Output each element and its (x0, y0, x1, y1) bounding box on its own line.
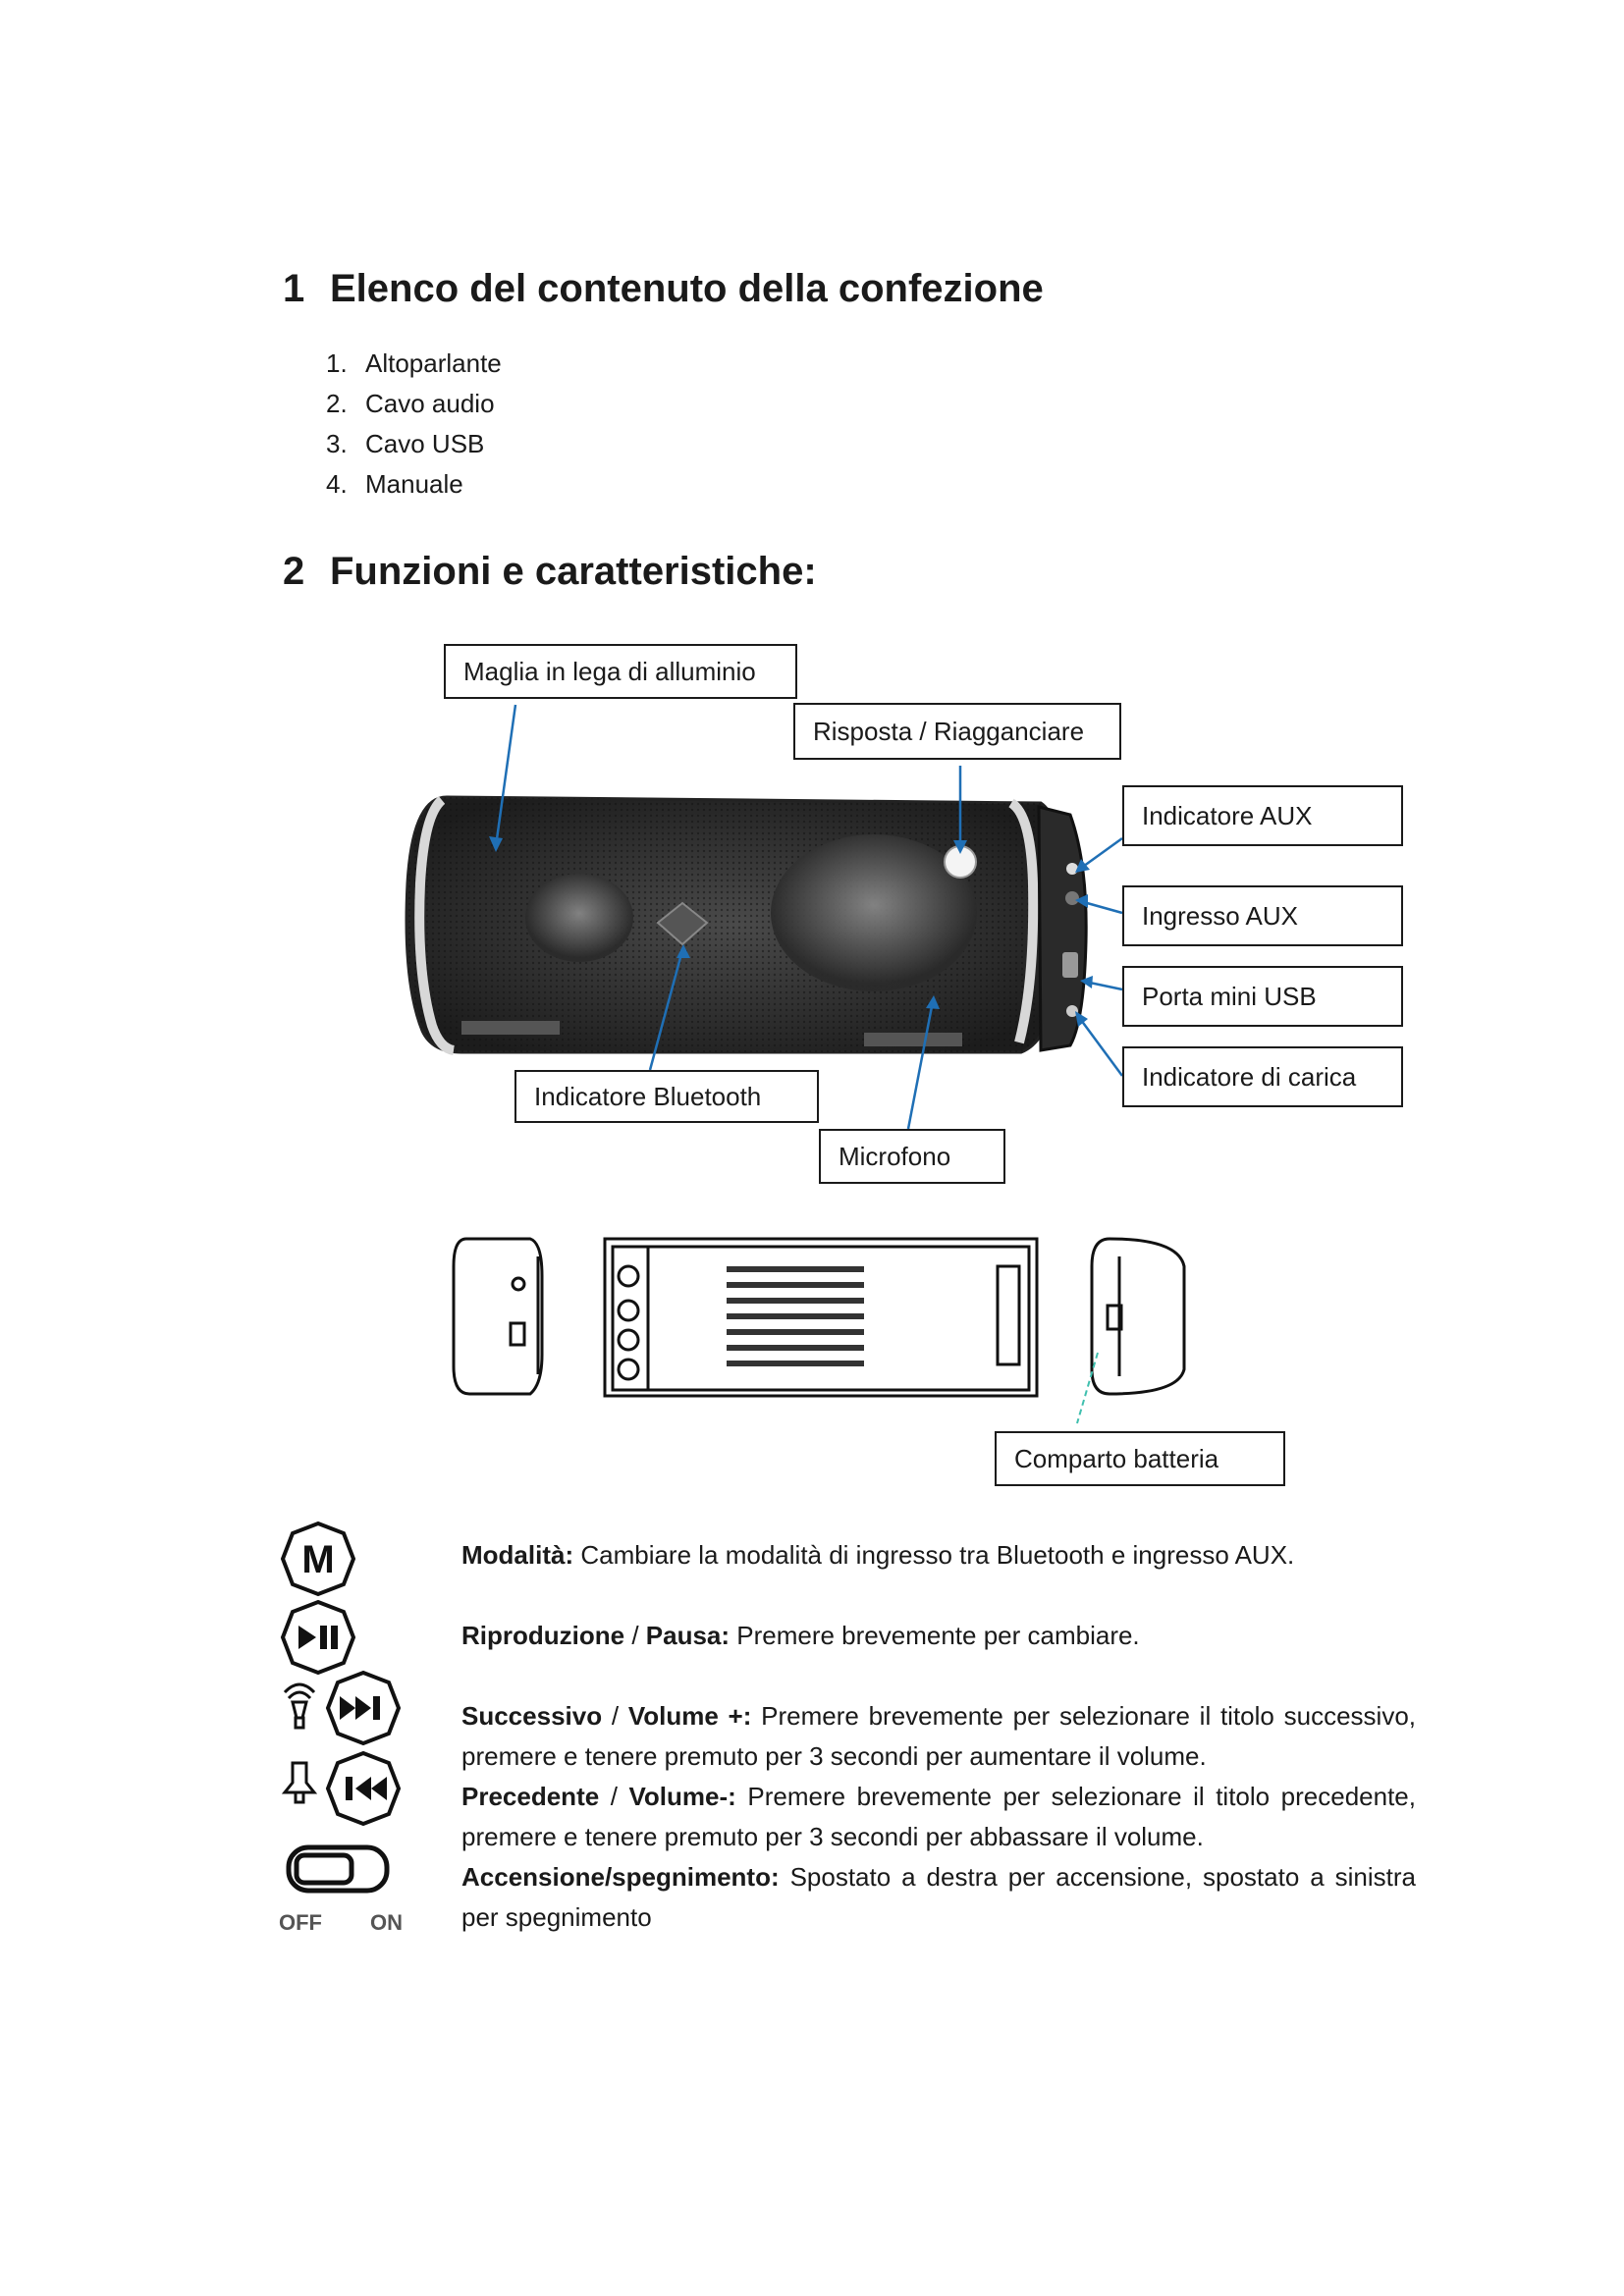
speaker-grill-pattern (727, 1266, 864, 1366)
list-item: 4. Manuale (326, 469, 463, 499)
previous-track-icon (324, 1749, 403, 1828)
list-item: 3. Cavo USB (326, 429, 485, 458)
control-text: Spostato a destra per accensione, spostato a sinistra per spegnimento (461, 1862, 1416, 1932)
control-term: Successivo (461, 1701, 603, 1731)
control-text: Premere brevemente per cambiare. (730, 1621, 1140, 1650)
section-2-number: 2 (283, 550, 305, 593)
control-term: Volume +: (627, 1701, 752, 1731)
control-power-description (461, 1857, 1416, 1938)
control-term: Accensione/spegnimento: (461, 1862, 780, 1892)
next-track-icon (324, 1669, 403, 1747)
speaker-body (406, 797, 1086, 1052)
control-term: Modalità: (461, 1540, 574, 1570)
control-play-pause-description (461, 1616, 1416, 1656)
control-term: Riproduzione (461, 1621, 625, 1650)
control-next-volume-up-description (461, 1696, 1416, 1777)
list-item: 2. Cavo audio (326, 389, 495, 418)
control-text: / (599, 1782, 629, 1811)
control-text: Cambiare la modalità di ingresso tra Bluetooth e ingresso AUX. (573, 1540, 1295, 1570)
svg-text:M: M (301, 1538, 335, 1581)
control-text: Premere brevemente per selezionare il titolo successivo, premere e tenere premuto per 3 secondi per aumentare il volume. (461, 1701, 1417, 1771)
label-aux-input: Ingresso AUX (1122, 885, 1403, 946)
control-text: Premere brevemente per selezionare il titolo precedente, premere e tenere premuto per 3 secondi per abbassare il volume. (461, 1782, 1416, 1851)
volume-up-icon (277, 1671, 322, 1739)
label-mesh: Maglia in lega di alluminio (444, 644, 797, 699)
control-term: Volume-: (628, 1782, 736, 1811)
label-microphone: Microfono (819, 1129, 1005, 1184)
power-switch-icon (285, 1842, 395, 1896)
section-2-title: Funzioni e caratteristiche: (330, 550, 817, 593)
control-term: Pausa: (645, 1621, 731, 1650)
control-term: Precedente (461, 1782, 600, 1811)
on-label: ON (370, 1910, 403, 1935)
control-mode-description (461, 1535, 1416, 1575)
list-item: 1. Altoparlante (326, 348, 502, 378)
label-battery-compartment: Comparto batteria (995, 1431, 1285, 1486)
play-pause-icon (279, 1598, 357, 1677)
off-label: OFF (279, 1910, 322, 1935)
section-1-title: Elenco del contenuto della confezione (330, 267, 1044, 310)
control-previous-volume-down-description (461, 1777, 1416, 1857)
mode-button-icon (279, 1520, 357, 1598)
power-switch-legend (279, 1910, 403, 1936)
control-text: / (602, 1701, 628, 1731)
volume-down-icon (277, 1749, 322, 1818)
label-bluetooth-indicator: Indicatore Bluetooth (514, 1070, 819, 1123)
control-text: / (624, 1621, 646, 1650)
label-aux-indicator: Indicatore AUX (1122, 785, 1403, 846)
label-charge-indicator: Indicatore di carica (1122, 1046, 1403, 1107)
label-mini-usb-port: Porta mini USB (1122, 966, 1403, 1027)
section-1-number: 1 (283, 267, 305, 310)
label-answer-hangup: Risposta / Riagganciare (793, 703, 1121, 760)
